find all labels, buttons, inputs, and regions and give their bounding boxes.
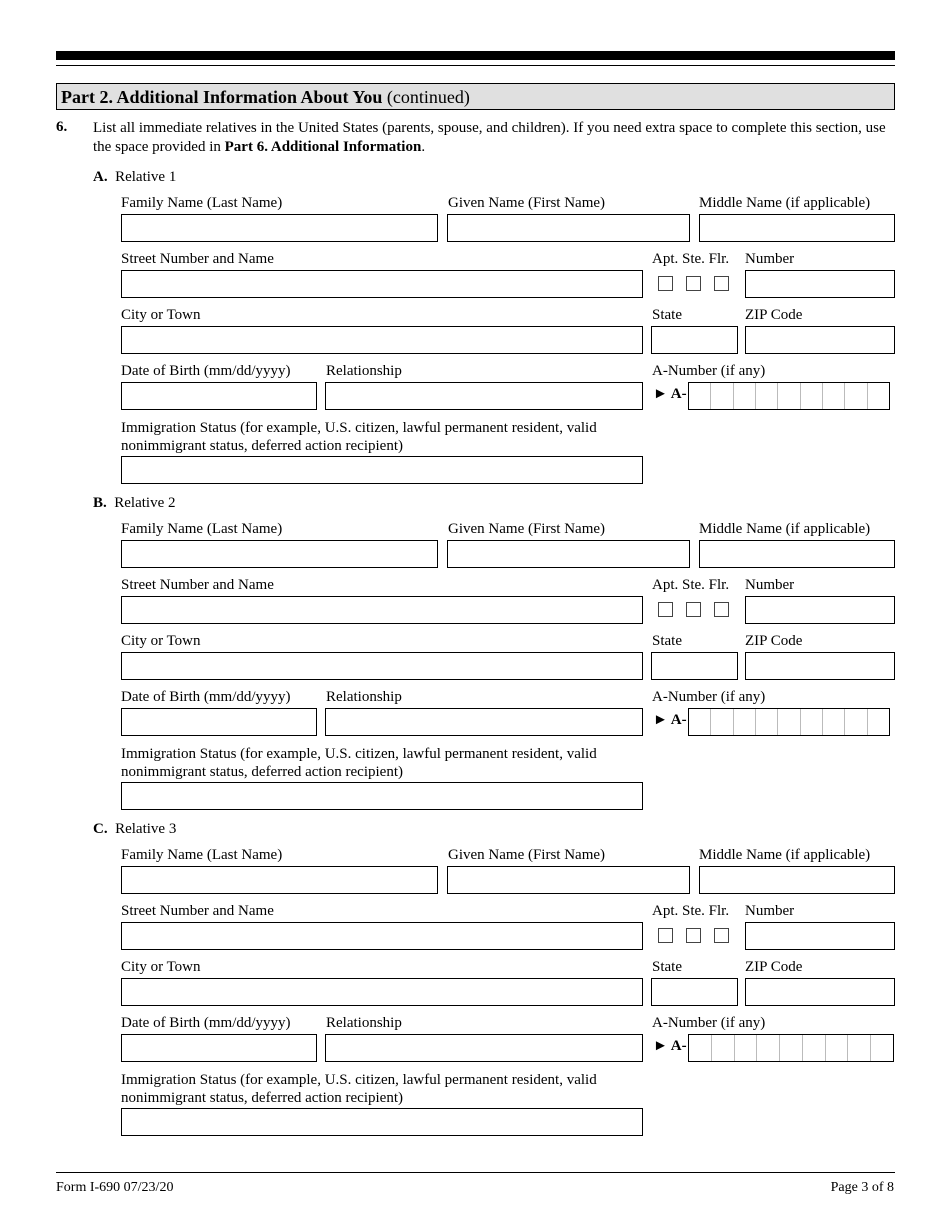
dob-label: Date of Birth (mm/dd/yyyy): [121, 689, 291, 705]
number-label: Number: [745, 251, 795, 267]
relative-section-3: [0, 652, 950, 1106]
state-label: State: [652, 307, 682, 323]
immigration-status-label-line2: nonimmigrant status, deferred action recipient): [121, 1090, 403, 1106]
family-name-label: Family Name (Last Name): [121, 195, 283, 211]
apt-number-input[interactable]: [745, 922, 895, 950]
immigration-status-label-line1: Immigration Status (for example, U.S. citizen, lawful permanent resident, valid: [121, 746, 597, 762]
relationship-label: Relationship: [326, 363, 402, 379]
anumber-input[interactable]: [688, 1034, 894, 1062]
given-name-input[interactable]: [447, 214, 690, 242]
zip-label: ZIP Code: [745, 633, 803, 649]
number-label: Number: [745, 577, 795, 593]
question-number: 6.: [56, 119, 68, 135]
ste-checkbox[interactable]: [686, 276, 701, 291]
immigration-status-input[interactable]: [121, 1108, 643, 1136]
question-text-before: List all immediate relatives in the United States (parents, spouse, and children). If you need extra space to complete this section, use the space provided in: [93, 120, 886, 155]
state-label: State: [652, 633, 682, 649]
anumber-label: A-Number (if any): [652, 689, 766, 705]
middle-name-label: Middle Name (if applicable): [699, 195, 871, 211]
given-name-label: Given Name (First Name): [448, 521, 606, 537]
flr-checkbox[interactable]: [714, 928, 729, 943]
middle-name-input[interactable]: [699, 214, 895, 242]
zip-label: ZIP Code: [745, 307, 803, 323]
dob-label: Date of Birth (mm/dd/yyyy): [121, 1015, 291, 1031]
immigration-status-label-line2: nonimmigrant status, deferred action recipient): [121, 438, 403, 454]
relative-title: Relative 1: [115, 169, 177, 185]
given-name-label: Given Name (First Name): [448, 847, 606, 863]
family-name-label: Family Name (Last Name): [121, 521, 283, 537]
footer-page-number: Page 3 of 8: [830, 1180, 894, 1195]
given-name-input[interactable]: [447, 866, 690, 894]
given-name-input[interactable]: [447, 540, 690, 568]
flr-checkbox[interactable]: [714, 602, 729, 617]
anumber-prefix: ► A-: [653, 386, 687, 402]
immigration-status-label-line1: Immigration Status (for example, U.S. citizen, lawful permanent resident, valid: [121, 1072, 597, 1088]
street-label: Street Number and Name: [121, 577, 274, 593]
ste-checkbox[interactable]: [686, 928, 701, 943]
middle-name-input[interactable]: [699, 866, 895, 894]
relative-title: Relative 3: [115, 821, 177, 837]
anumber-prefix: ► A-: [653, 1038, 687, 1054]
immigration-status-label-line1: Immigration Status (for example, U.S. citizen, lawful permanent resident, valid: [121, 420, 597, 436]
footer-rule: [56, 1172, 895, 1173]
apt-checkbox[interactable]: [658, 928, 673, 943]
city-label: City or Town: [121, 959, 201, 975]
apt-ste-flr-label: Apt. Ste. Flr.: [652, 251, 730, 267]
relationship-input[interactable]: [325, 1034, 643, 1062]
family-name-input[interactable]: [121, 866, 438, 894]
zip-label: ZIP Code: [745, 959, 803, 975]
middle-name-input[interactable]: [699, 540, 895, 568]
part-header-title: Part 2. Additional Information About You: [61, 87, 383, 107]
anumber-label: A-Number (if any): [652, 1015, 766, 1031]
apt-ste-flr-label: Apt. Ste. Flr.: [652, 903, 730, 919]
relationship-label: Relationship: [326, 1015, 402, 1031]
state-label: State: [652, 959, 682, 975]
dob-label: Date of Birth (mm/dd/yyyy): [121, 363, 291, 379]
street-input[interactable]: [121, 922, 643, 950]
question-text-bold: Part 6. Additional Information: [224, 139, 422, 155]
flr-checkbox[interactable]: [714, 276, 729, 291]
street-label: Street Number and Name: [121, 903, 274, 919]
apt-number-input[interactable]: [745, 270, 895, 298]
street-input[interactable]: [121, 270, 643, 298]
family-name-input[interactable]: [121, 214, 438, 242]
footer-form-id: Form I-690 07/23/20: [56, 1180, 174, 1195]
relative-title: Relative 2: [114, 495, 176, 511]
apt-number-input[interactable]: [745, 596, 895, 624]
middle-name-label: Middle Name (if applicable): [699, 847, 871, 863]
apt-checkbox[interactable]: [658, 602, 673, 617]
city-label: City or Town: [121, 633, 201, 649]
state-select[interactable]: [651, 978, 738, 1006]
ste-checkbox[interactable]: [686, 602, 701, 617]
zip-input[interactable]: [745, 978, 895, 1006]
number-label: Number: [745, 903, 795, 919]
family-name-input[interactable]: [121, 540, 438, 568]
relationship-label: Relationship: [326, 689, 402, 705]
anumber-label: A-Number (if any): [652, 363, 766, 379]
city-input[interactable]: [121, 978, 643, 1006]
immigration-status-label-line2: nonimmigrant status, deferred action recipient): [121, 764, 403, 780]
relative-section-2: [0, 326, 950, 780]
middle-name-label: Middle Name (if applicable): [699, 521, 871, 537]
relative-letter: B. Relative 2: [93, 495, 176, 511]
anumber-prefix: ► A-: [653, 712, 687, 728]
part-header-suffix: (continued): [382, 87, 470, 107]
city-label: City or Town: [121, 307, 201, 323]
question-text-after: .: [421, 139, 426, 155]
apt-ste-flr-label: Apt. Ste. Flr.: [652, 577, 730, 593]
street-input[interactable]: [121, 596, 643, 624]
apt-checkbox[interactable]: [658, 276, 673, 291]
relative-letter: A. Relative 1: [93, 169, 177, 185]
relative-section-1: [0, 0, 950, 454]
dob-input[interactable]: [121, 1034, 317, 1062]
relative-letter: C. Relative 3: [93, 821, 177, 837]
given-name-label: Given Name (First Name): [448, 195, 606, 211]
family-name-label: Family Name (Last Name): [121, 847, 283, 863]
street-label: Street Number and Name: [121, 251, 274, 267]
